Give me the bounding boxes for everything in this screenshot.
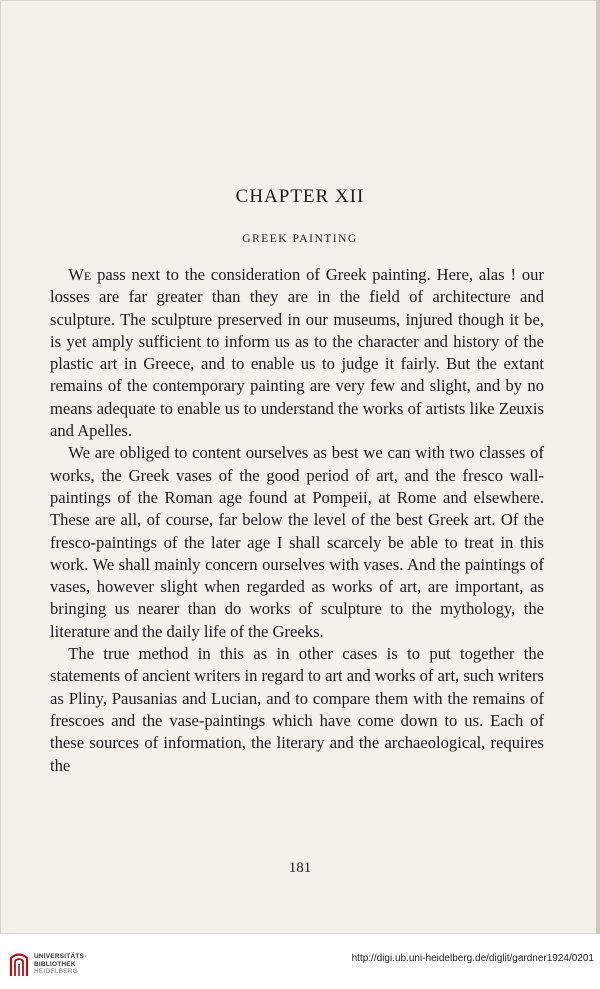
logo-line-3: HEIDELBERG — [34, 968, 78, 975]
logo-line-1: UNIVERSITÄTS- — [34, 953, 87, 960]
paragraph-3 — [50, 643, 544, 777]
page-number: 181 — [288, 860, 312, 876]
chapter-title: CHAPTER XII — [235, 186, 365, 207]
paragraph-2 — [50, 442, 544, 643]
library-logo-text — [34, 953, 86, 976]
paragraph-1-first-word: We — [68, 265, 92, 284]
logo-line-2: BIBLIOTHEK — [34, 960, 76, 968]
paragraph-1-text: pass next to the consideration of Greek painting. Here, alas ! our losses are far greater than they are in the field of architecture and sculpture. The sculpture preserved in our museums, injured though it be, is yet amply sufficient to inform us as to the character and history of the plastic art in Greece, and to enable us to judge it fairly. But the extant remains of the contemporary painting are very few and slight, and by no means adequate to enable us to understand the works of artists like Zeuxis and Apelles. — [50, 265, 544, 441]
chapter-subtitle: GREEK PAINTING — [242, 233, 358, 245]
page-edge — [596, 0, 600, 934]
source-url-link[interactable]: http://digi.ub.uni-heidelberg.de/diglit/gardner1924/0201 — [351, 953, 594, 964]
library-logo-icon — [8, 950, 30, 978]
paragraph-1 — [50, 264, 544, 442]
body-text — [50, 264, 544, 777]
paragraph-3-text: The true method in this as in other cases is to put together the statements of ancient writers in regard to art and works of art, such writers as Pliny, Pausanias and Lucian, and to compare them with the remains of frescoes and the vase-paintings which have come down to us. Each of these sources of information, the literary and the archaeological, requires the — [50, 644, 544, 775]
paragraph-2-text: We are obliged to content ourselves as best we can with two classes of works, the Greek vases of the good period of art, and the fresco wall-paintings of the Roman age found at Pompeii, at Rome and elsewhere. These are all, of course, far below the level of the best Greek art. Of the fresco-paintings of the later age I shall scarcely be able to treat in this work. We shall mainly concern ourselves with vases. And the paintings of vases, however slight when regarded as works of art, are important, as bringing us nearer than do works of sculpture to the mythology, the literature and the daily life of the Greeks. — [50, 443, 544, 641]
library-logo[interactable] — [8, 950, 98, 980]
